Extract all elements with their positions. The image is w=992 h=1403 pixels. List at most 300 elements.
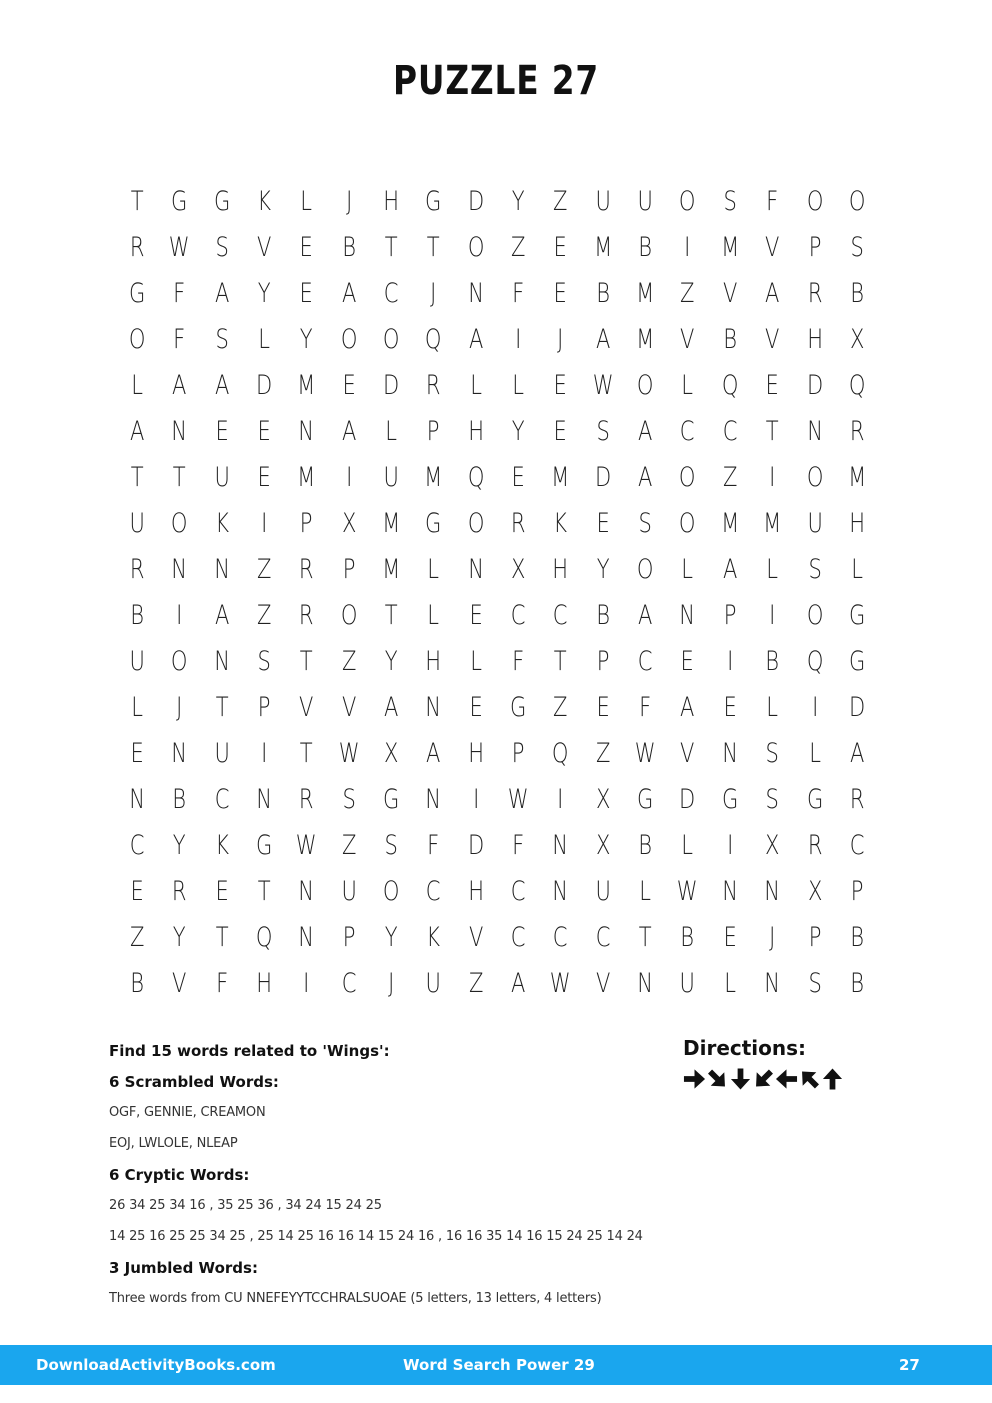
grid-letter: M: [593, 231, 613, 263]
grid-letter: L: [131, 691, 144, 723]
grid-letter: X: [384, 737, 399, 769]
directions-label: Directions:: [683, 1036, 807, 1060]
grid-letter: U: [214, 737, 230, 769]
grid-letter: X: [765, 829, 780, 861]
grid-letter: K: [257, 185, 272, 217]
grid-letter: K: [214, 507, 229, 539]
grid-letter: L: [639, 875, 652, 907]
grid-letter: D: [806, 369, 823, 401]
grid-letter: A: [511, 967, 526, 999]
up-left-arrow-icon: [798, 1066, 821, 1092]
grid-letter: O: [128, 323, 146, 355]
grid-letter: T: [130, 185, 144, 217]
grid-letter: A: [722, 553, 738, 585]
grid-letter: H: [468, 875, 484, 907]
grid-letter: G: [256, 829, 273, 861]
grid-letter: E: [215, 415, 229, 447]
grid-letter: Z: [341, 645, 357, 677]
grid-letter: H: [552, 553, 569, 585]
grid-letter: R: [426, 369, 441, 401]
grid-letter: O: [636, 553, 654, 585]
footer-bar: [0, 1345, 992, 1385]
grid-letter: I: [769, 599, 776, 631]
grid-letter: V: [256, 231, 272, 263]
grid-letter: B: [680, 921, 695, 953]
grid-letter: G: [721, 783, 739, 815]
jumbled-line: Three words from CU NNEFEYYTCCHRALSUOAE (5 letters, 13 letters, 4 letters): [109, 1291, 602, 1306]
down-right-arrow-icon: [706, 1066, 729, 1092]
grid-letter: G: [510, 691, 527, 723]
grid-letter: N: [425, 783, 442, 815]
grid-letter: S: [215, 323, 229, 355]
grid-letter: C: [680, 415, 695, 447]
grid-letter: A: [765, 277, 780, 309]
grid-letter: G: [129, 277, 146, 309]
grid-letter: W: [677, 875, 699, 907]
grid-letter: L: [808, 737, 821, 769]
grid-letter: A: [849, 737, 865, 769]
grid-letter: C: [595, 921, 611, 953]
grid-letter: N: [213, 553, 230, 585]
footer-page-number: 27: [899, 1356, 920, 1374]
grid-letter: T: [384, 231, 398, 263]
grid-letter: E: [215, 875, 229, 907]
grid-letter: Z: [595, 737, 611, 769]
grid-letter: Q: [552, 737, 569, 769]
grid-letter: I: [726, 645, 734, 677]
grid-letter: B: [850, 921, 864, 953]
grid-letter: I: [684, 231, 691, 263]
grid-letter: V: [680, 323, 695, 355]
grid-letter: V: [468, 921, 484, 953]
grid-letter: Z: [511, 231, 526, 263]
grid-letter: V: [680, 737, 695, 769]
grid-letter: T: [300, 645, 313, 677]
grid-letter: B: [596, 277, 610, 309]
grid-letter: O: [679, 461, 696, 493]
grid-letter: T: [215, 691, 229, 723]
grid-letter: G: [171, 185, 188, 217]
scrambled-line: OGF, GENNIE, CREAMON: [109, 1105, 266, 1120]
jumbled-header: 3 Jumbled Words:: [109, 1259, 258, 1277]
grid-letter: B: [172, 783, 187, 815]
grid-letter: B: [850, 967, 864, 999]
grid-letter: N: [171, 415, 188, 447]
grid-letter: X: [807, 875, 822, 907]
grid-letter: S: [638, 507, 652, 539]
grid-letter: W: [592, 369, 614, 401]
grid-letter: L: [681, 369, 694, 401]
grid-letter: O: [806, 461, 823, 493]
grid-letter: P: [342, 921, 356, 953]
grid-letter: L: [681, 829, 694, 861]
grid-letter: V: [765, 231, 780, 263]
grid-letter: N: [552, 829, 569, 861]
grid-letter: Z: [468, 967, 484, 999]
grid-letter: A: [468, 323, 484, 355]
grid-letter: S: [723, 185, 737, 217]
grid-letter: L: [470, 369, 482, 401]
grid-letter: C: [553, 921, 568, 953]
grid-letter: O: [806, 185, 823, 217]
grid-letter: L: [258, 323, 271, 355]
grid-letter: V: [341, 691, 357, 723]
grid-letter: O: [340, 323, 358, 355]
grid-letter: U: [595, 875, 611, 907]
grid-letter: N: [764, 875, 781, 907]
grid-letter: C: [383, 277, 399, 309]
grid-letter: U: [425, 967, 442, 999]
grid-letter: O: [679, 507, 696, 539]
grid-letter: H: [806, 323, 823, 355]
grid-letter: Y: [173, 829, 186, 861]
grid-letter: M: [720, 507, 740, 539]
grid-letter: V: [765, 323, 780, 355]
grid-letter: I: [472, 783, 480, 815]
grid-letter: J: [176, 691, 183, 723]
grid-letter: S: [384, 829, 398, 861]
grid-letter: F: [427, 829, 440, 861]
grid-letter: D: [679, 783, 696, 815]
grid-letter: E: [553, 415, 568, 447]
grid-letter: Y: [511, 185, 525, 217]
grid-letter: F: [173, 277, 186, 309]
grid-letter: P: [808, 231, 822, 263]
grid-letter: R: [849, 783, 865, 815]
grid-letter: R: [129, 231, 145, 263]
grid-letter: L: [512, 369, 525, 401]
grid-letter: X: [595, 783, 611, 815]
grid-letter: E: [130, 875, 144, 907]
grid-letter: P: [427, 415, 440, 447]
directions-legend: [683, 1036, 844, 1092]
grid-letter: I: [303, 967, 310, 999]
grid-letter: A: [214, 599, 230, 631]
grid-letter: L: [427, 553, 440, 585]
grid-letter: T: [427, 231, 441, 263]
grid-letter: N: [468, 553, 484, 585]
grid-letter: R: [510, 507, 526, 539]
grid-letter: H: [468, 737, 484, 769]
grid-letter: M: [551, 461, 570, 493]
grid-letter: Z: [256, 599, 272, 631]
grid-letter: Y: [596, 553, 610, 585]
grid-letter: P: [596, 645, 610, 677]
grid-letter: N: [764, 967, 781, 999]
grid-letter: A: [638, 415, 653, 447]
clue-intro: Find 15 words related to 'Wings':: [109, 1042, 390, 1060]
grid-letter: I: [176, 599, 183, 631]
grid-letter: L: [766, 553, 779, 585]
grid-letter: B: [638, 829, 653, 861]
grid-letter: H: [425, 645, 442, 677]
grid-letter: W: [338, 737, 360, 769]
grid-letter: X: [595, 829, 611, 861]
grid-letter: A: [638, 461, 653, 493]
grid-letter: O: [848, 185, 866, 217]
grid-letter: J: [557, 323, 564, 355]
grid-letter: I: [345, 461, 352, 493]
grid-letter: E: [680, 645, 695, 677]
grid-letter: Z: [256, 553, 272, 585]
grid-letter: O: [467, 507, 485, 539]
grid-letter: A: [638, 599, 653, 631]
grid-letter: A: [341, 415, 357, 447]
grid-letter: M: [847, 461, 867, 493]
grid-letter: Y: [300, 323, 313, 355]
grid-letter: Z: [680, 277, 695, 309]
grid-letter: K: [214, 829, 229, 861]
grid-letter: V: [172, 967, 187, 999]
grid-letter: Z: [553, 691, 568, 723]
grid-letter: S: [215, 231, 229, 263]
grid-letter: M: [297, 461, 316, 493]
grid-letter: C: [637, 645, 653, 677]
grid-letter: A: [341, 277, 357, 309]
grid-letter: B: [765, 645, 780, 677]
clue-section: [109, 1038, 669, 1317]
grid-letter: G: [383, 783, 400, 815]
grid-letter: E: [299, 277, 314, 309]
grid-letter: N: [171, 553, 188, 585]
grid-letter: B: [596, 599, 610, 631]
grid-letter: A: [172, 369, 187, 401]
grid-letter: I: [261, 507, 268, 539]
grid-letter: A: [680, 691, 695, 723]
grid-letter: C: [214, 783, 230, 815]
grid-letter: O: [636, 369, 654, 401]
grid-letter: Q: [806, 645, 823, 677]
grid-letter: E: [469, 691, 483, 723]
grid-letter: R: [807, 829, 822, 861]
grid-letter: C: [510, 875, 526, 907]
grid-letter: H: [468, 415, 484, 447]
grid-letter: N: [129, 783, 146, 815]
grid-letter: U: [129, 645, 145, 677]
grid-letter: U: [383, 461, 399, 493]
grid-letter: A: [214, 277, 230, 309]
grid-letter: I: [769, 461, 776, 493]
grid-letter: T: [638, 921, 652, 953]
grid-letter: F: [173, 323, 186, 355]
grid-letter: F: [512, 829, 525, 861]
grid-letter: Z: [553, 185, 568, 217]
grid-letter: C: [426, 875, 441, 907]
grid-letter: E: [469, 599, 483, 631]
grid-letter: P: [850, 875, 864, 907]
grid-letter: S: [807, 967, 822, 999]
grid-letter: M: [382, 553, 401, 585]
grid-letter: P: [723, 599, 737, 631]
grid-letter: C: [849, 829, 865, 861]
grid-letter: E: [257, 415, 271, 447]
grid-letter: Y: [384, 645, 398, 677]
grid-letter: A: [129, 415, 145, 447]
grid-letter: H: [849, 507, 865, 539]
grid-letter: T: [130, 461, 144, 493]
grid-letter: W: [169, 231, 190, 263]
grid-letter: B: [850, 277, 864, 309]
grid-letter: M: [636, 277, 655, 309]
grid-letter: E: [553, 277, 568, 309]
grid-letter: E: [596, 691, 610, 723]
grid-letter: R: [299, 553, 314, 585]
grid-letter: E: [765, 369, 779, 401]
grid-letter: X: [341, 507, 357, 539]
grid-letter: L: [427, 599, 440, 631]
scrambled-header: 6 Scrambled Words:: [109, 1073, 279, 1091]
grid-letter: E: [130, 737, 144, 769]
grid-letter: J: [388, 967, 395, 999]
footer-site: DownloadActivityBooks.com: [36, 1356, 276, 1374]
grid-letter: S: [807, 553, 822, 585]
grid-letter: A: [426, 737, 441, 769]
cryptic-header: 6 Cryptic Words:: [109, 1166, 250, 1184]
grid-letter: A: [384, 691, 399, 723]
grid-letter: Q: [425, 323, 442, 355]
grid-letter: S: [596, 415, 610, 447]
grid-letter: I: [261, 737, 268, 769]
grid-letter: V: [299, 691, 314, 723]
grid-letter: B: [130, 599, 145, 631]
grid-letter: G: [848, 599, 866, 631]
grid-letter: O: [679, 185, 696, 217]
grid-letter: C: [510, 921, 526, 953]
grid-letter: T: [554, 645, 568, 677]
grid-letter: M: [297, 369, 316, 401]
grid-letter: N: [679, 599, 696, 631]
grid-letter: O: [171, 507, 188, 539]
grid-letter: E: [553, 231, 568, 263]
grid-letter: T: [257, 875, 271, 907]
grid-letter: J: [769, 921, 776, 953]
grid-letter: C: [341, 967, 357, 999]
grid-letter: T: [300, 737, 313, 769]
grid-letter: N: [425, 691, 442, 723]
grid-letter: Z: [129, 921, 145, 953]
grid-letter: J: [345, 185, 352, 217]
grid-letter: D: [848, 691, 866, 723]
grid-letter: D: [383, 369, 400, 401]
grid-letter: N: [298, 921, 315, 953]
grid-letter: F: [215, 967, 228, 999]
grid-letter: P: [300, 507, 313, 539]
grid-letter: S: [765, 783, 780, 815]
grid-letter: Q: [848, 369, 866, 401]
grid-letter: C: [722, 415, 738, 447]
down-left-arrow-icon: [752, 1066, 775, 1092]
grid-letter: D: [467, 829, 485, 861]
grid-letter: W: [296, 829, 317, 861]
grid-letter: U: [129, 507, 145, 539]
grid-letter: U: [595, 185, 611, 217]
grid-letter: U: [637, 185, 653, 217]
grid-letter: C: [129, 829, 145, 861]
grid-letter: E: [299, 231, 314, 263]
grid-letter: G: [425, 185, 442, 217]
grid-letter: M: [720, 231, 740, 263]
grid-letter: T: [765, 415, 779, 447]
grid-letter: Q: [255, 921, 273, 953]
grid-letter: H: [383, 185, 400, 217]
grid-letter: O: [382, 875, 400, 907]
grid-letter: N: [298, 415, 315, 447]
direction-arrows: [683, 1066, 844, 1092]
grid-letter: I: [515, 323, 522, 355]
grid-letter: Z: [341, 829, 357, 861]
grid-letter: N: [722, 737, 738, 769]
grid-letter: U: [341, 875, 357, 907]
grid-letter: P: [808, 921, 822, 953]
grid-letter: O: [806, 599, 823, 631]
grid-letter: G: [806, 783, 823, 815]
grid-letter: N: [213, 645, 230, 677]
grid-letter: B: [341, 231, 356, 263]
grid-letter: L: [766, 691, 779, 723]
grid-letter: P: [342, 553, 356, 585]
grid-letter: L: [300, 185, 313, 217]
grid-letter: M: [636, 323, 655, 355]
grid-letter: E: [342, 369, 356, 401]
grid-letter: S: [257, 645, 271, 677]
cryptic-line: 14 25 16 25 25 34 25 , 25 14 25 16 16 14 15 24 16 , 16 16 35 14 16 15 24 25 14 24: [109, 1229, 643, 1244]
grid-letter: D: [594, 461, 612, 493]
page-title: PUZZLE 27: [393, 58, 599, 104]
cryptic-line: 26 34 25 34 16 , 35 25 36 , 34 24 15 24 25: [109, 1198, 382, 1213]
grid-letter: S: [342, 783, 356, 815]
grid-letter: Q: [721, 369, 739, 401]
grid-letter: B: [638, 231, 653, 263]
grid-letter: I: [726, 829, 734, 861]
grid-letter: Y: [511, 415, 525, 447]
grid-letter: P: [257, 691, 271, 723]
grid-letter: O: [340, 599, 358, 631]
grid-letter: Y: [384, 921, 398, 953]
grid-letter: E: [511, 461, 525, 493]
grid-letter: L: [131, 369, 144, 401]
grid-letter: I: [557, 783, 564, 815]
grid-letter: N: [468, 277, 484, 309]
grid-letter: L: [385, 415, 398, 447]
grid-letter: C: [510, 599, 526, 631]
grid-letter: E: [553, 369, 568, 401]
grid-letter: R: [299, 783, 314, 815]
grid-letter: C: [553, 599, 568, 631]
grid-letter: B: [130, 967, 145, 999]
grid-letter: V: [595, 967, 611, 999]
grid-letter: W: [634, 737, 656, 769]
grid-letter: R: [172, 875, 187, 907]
grid-letter: G: [637, 783, 654, 815]
grid-letter: F: [639, 691, 652, 723]
grid-letter: H: [256, 967, 273, 999]
grid-letter: R: [129, 553, 145, 585]
grid-letter: L: [724, 967, 736, 999]
grid-letter: L: [851, 553, 863, 585]
footer-book-title: Word Search Power 29: [403, 1356, 595, 1374]
grid-letter: A: [595, 323, 611, 355]
grid-letter: M: [382, 507, 401, 539]
grid-letter: N: [637, 967, 654, 999]
grid-letter: P: [511, 737, 525, 769]
grid-letter: N: [256, 783, 273, 815]
grid-letter: Y: [173, 921, 186, 953]
grid-letter: K: [553, 507, 568, 539]
letter-grid: [116, 178, 878, 1006]
grid-letter: M: [763, 507, 782, 539]
grid-letter: N: [298, 875, 315, 907]
grid-letter: S: [850, 231, 864, 263]
